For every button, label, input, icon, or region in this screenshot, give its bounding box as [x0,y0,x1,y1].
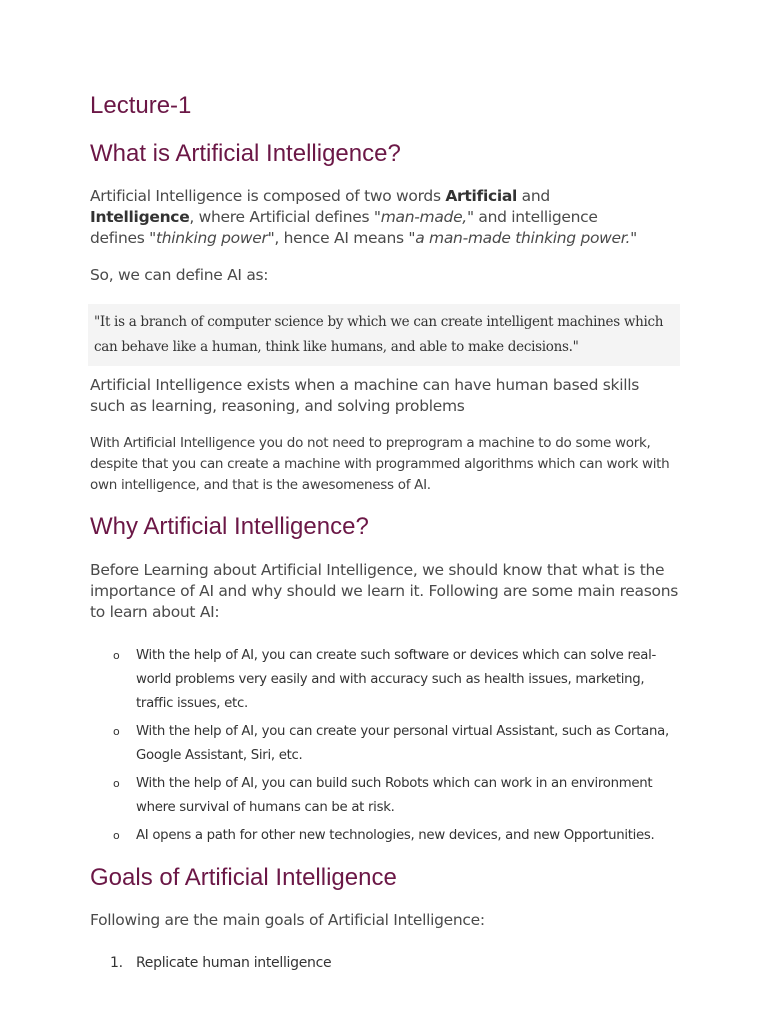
italic-man-made: man-made, [380,208,467,226]
heading-why-ai: Why Artificial Intelligence? [90,513,369,540]
list-item-text: With the help of AI, you can build such Robots which can work in an environment where survival of humans can be at risk. [136,776,653,815]
bullet-circle-icon: o [113,829,120,842]
bullet-circle-icon: o [113,725,120,738]
intro-paragraph [90,186,650,249]
goals-list [110,951,331,975]
define-line: So, we can define AI as: [90,266,269,284]
why-intro-paragraph: Before Learning about Artificial Intelligence, we should know that what is the importance of AI and why should we learn it. Following are some main reasons to learn about AI: [90,561,678,621]
definition-quote-box [88,304,680,366]
intro-text-4: " and intelligence defines " [90,208,598,247]
list-item-text: With the help of AI, you can create your personal virtual Assistant, such as Cortana, Google Assistant, Siri, etc. [136,724,669,763]
italic-thinking-power: thinking power [155,229,268,247]
list-item [110,824,680,848]
bullet-circle-icon: o [113,777,120,790]
italic-man-made-thinking-power: a man-made thinking power. [415,229,631,247]
list-item [110,772,680,820]
bullet-circle-icon: o [113,649,120,662]
intro-text-3: , where Artificial defines " [189,208,381,226]
list-item-text: AI opens a path for other new technologies, new devices, and new Opportunities. [136,828,655,843]
reasons-list [110,644,680,852]
preprogram-paragraph: With Artificial Intelligence you do not need to preprogram a machine to do some work, despite that you can create a machine with programmed algorithms which can work with own intelligence, and that is the awesomeness of AI. [90,435,670,493]
goals-intro: Following are the main goals of Artificial Intelligence: [90,911,485,929]
intro-text-2: and [517,187,550,205]
list-item-text: With the help of AI, you can create such software or devices which can solve real-world problems very easily and with accuracy such as health issues, marketing, traffic issues, etc. [136,648,656,711]
bold-intelligence: Intelligence [90,208,190,226]
definition-quote: "It is a branch of computer science by which we can create intelligent machines which can behave like a human, think like humans, and able to make decisions." [94,314,664,355]
list-item [110,720,680,768]
intro-text-5: ", hence AI means " [267,229,416,247]
intro-text-1: Artificial Intelligence is composed of two words [90,187,446,205]
exists-paragraph: Artificial Intelligence exists when a machine can have human based skills such as learning, reasoning, and solving problems [90,376,640,415]
heading-what-is-ai: What is Artificial Intelligence? [90,140,401,167]
heading-goals: Goals of Artificial Intelligence [90,864,397,891]
list-item [110,951,331,975]
bold-artificial: Artificial [445,187,518,205]
intro-text-6: " [630,229,637,247]
lecture-title: Lecture-1 [90,92,192,119]
list-item [110,644,680,716]
list-item-number: 1. [110,955,123,971]
list-item-text: Replicate human intelligence [136,955,332,971]
